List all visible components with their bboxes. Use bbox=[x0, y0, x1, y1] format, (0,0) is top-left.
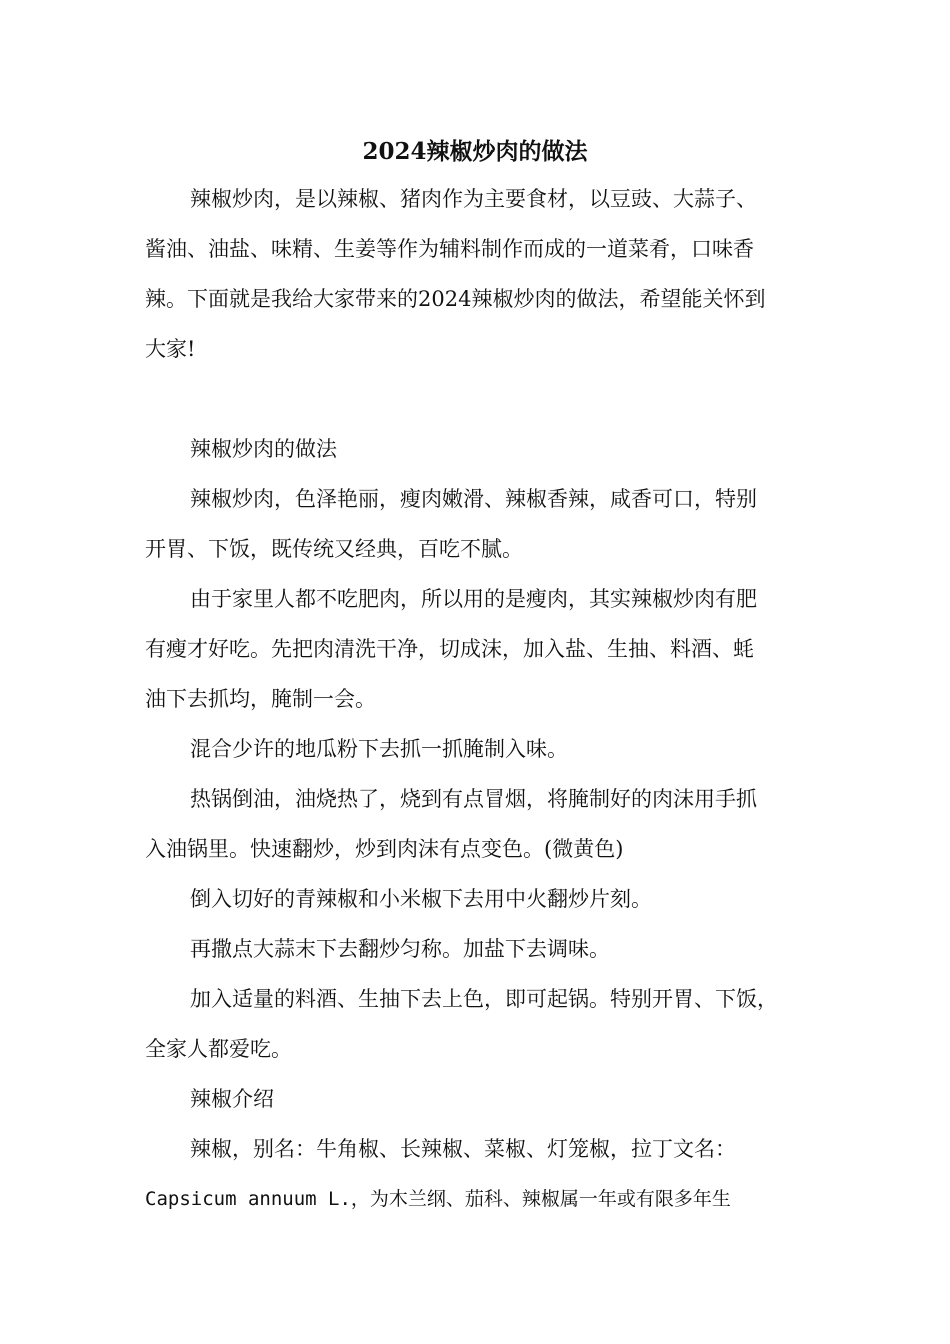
section-heading: 辣椒介绍 bbox=[190, 1087, 274, 1111]
paragraph-line: 全家人都爱吃。 bbox=[145, 1037, 292, 1061]
paragraph-line: 入油锅里。快速翻炒，炒到肉沫有点变色。(微黄色) bbox=[145, 837, 624, 861]
document-title: 2024辣椒炒肉的做法 bbox=[362, 138, 588, 165]
paragraph-line: 辣。下面就是我给大家带来的2024辣椒炒肉的做法，希望能关怀到 bbox=[145, 287, 766, 311]
paragraph-line: 大家! bbox=[145, 337, 196, 361]
paragraph-line: 开胃、下饭，既传统又经典，百吃不腻。 bbox=[145, 537, 523, 561]
paragraph-line: 酱油、油盐、味精、生姜等作为辅料制作而成的一道菜肴，口味香 bbox=[145, 237, 754, 261]
paragraph-line: 热锅倒油，油烧热了，烧到有点冒烟，将腌制好的肉沫用手抓 bbox=[190, 787, 757, 811]
section-heading: 辣椒炒肉的做法 bbox=[190, 437, 337, 461]
paragraph-line: 辣椒炒肉，色泽艳丽，瘦肉嫩滑、辣椒香辣，咸香可口，特别 bbox=[190, 487, 757, 511]
paragraph-line: 油下去抓均，腌制一会。 bbox=[145, 687, 376, 711]
paragraph-line: 倒入切好的青辣椒和小米椒下去用中火翻炒片刻。 bbox=[190, 887, 652, 911]
paragraph-line: 加入适量的料酒、生抽下去上色，即可起锅。特别开胃、下饭， bbox=[190, 987, 778, 1011]
paragraph-line: 由于家里人都不吃肥肉，所以用的是瘦肉，其实辣椒炒肉有肥 bbox=[190, 587, 757, 611]
paragraph-line: 辣椒，别名：牛角椒、长辣椒、菜椒、灯笼椒，拉丁文名： bbox=[190, 1137, 736, 1161]
paragraph-line: 混合少许的地瓜粉下去抓一抓腌制入味。 bbox=[190, 737, 568, 761]
paragraph-line: 有瘦才好吃。先把肉清洗干净，切成沫，加入盐、生抽、料酒、蚝 bbox=[145, 637, 754, 661]
paragraph-line: 再撒点大蒜末下去翻炒匀称。加盐下去调味。 bbox=[190, 937, 610, 961]
paragraph-line: 辣椒炒肉，是以辣椒、猪肉作为主要食材，以豆豉、大蒜子、 bbox=[190, 187, 757, 211]
paragraph-line: Capsicum annuum L.，为木兰纲、茄科、辣椒属一年或有限多年生 bbox=[145, 1188, 731, 1210]
